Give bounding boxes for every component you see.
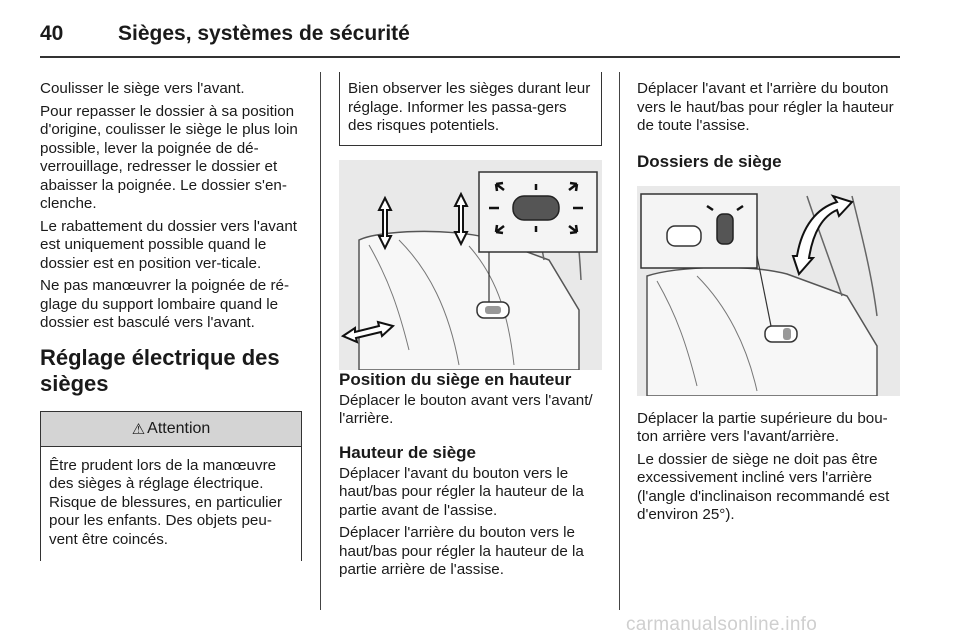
attention-header [41, 411, 301, 447]
column-divider-right [619, 72, 620, 610]
subheading-seat-backrests: Dossiers de siège [637, 151, 782, 171]
paragraph: Déplacer l'avant du bouton vers le haut/bas pour régler la hauteur de la partie avant de l'assise. [339, 464, 584, 519]
attention-body [41, 447, 301, 562]
column-1 [40, 80, 302, 561]
column-divider-left [320, 72, 321, 610]
watermark: carmanualsonline.info [626, 614, 818, 635]
attention-box [40, 411, 302, 562]
attention-title: Attention [147, 419, 211, 437]
paragraph: Pour repasser le dossier à sa position d'origine, coulisser le siège le plus loin possible, lever la poignée de dé-verrouillage, redresser le dossier et abaisser la poignée. Le dossier s'en-clenche. [40, 102, 298, 212]
header-rule [40, 56, 900, 58]
page-number: 40 [40, 22, 64, 45]
paragraph: Déplacer la partie supérieure du bou-ton arrière vers l'avant/arrière. [637, 409, 888, 445]
running-title: Sièges, systèmes de sécurité [118, 22, 410, 45]
paragraph: Le rabattement du dossier vers l'avant est uniquement possible quand le dossier est en position ver-ticale. [40, 217, 298, 272]
subheading-seat-height: Hauteur de siège [339, 442, 476, 462]
paragraph: Coulisser le siège vers l'avant. [40, 80, 245, 97]
note-text: Bien observer les sièges durant leur réglage. Informer les passa-gers des risques potentiels. [348, 80, 591, 134]
seat-height-illustration-svg [339, 160, 602, 370]
paragraph: Le dossier de siège ne doit pas être excessivement incliné vers l'arrière (l'angle d'inclinaison recommandé est d'environ 25°). [637, 450, 890, 523]
paragraph: Déplacer l'avant et l'arrière du bouton vers le haut/bas pour régler la hauteur de toute l'assise. [637, 80, 894, 134]
column-2 [339, 72, 602, 584]
paragraph: Ne pas manœuvrer la poignée de ré-glage du support lombaire quand le dossier est basculé vers l'avant. [40, 277, 290, 331]
warning-triangle-icon: ⚠ [131, 420, 146, 438]
subheading-seat-position: Position du siège en hauteur [339, 369, 572, 389]
column-3 [637, 80, 900, 529]
paragraph: Déplacer l'arrière du bouton vers le haut/bas pour régler la hauteur de la partie arrière de l'assise. [339, 524, 584, 578]
seat-backrest-illustration [637, 186, 900, 396]
attention-note-box [339, 72, 602, 146]
attention-text: Être prudent lors de la manœuvre des sièges à réglage électrique. Risque de blessures, en particulier pour les enfants. Des objets peu-vent être coincés. [49, 456, 282, 548]
seat-height-illustration [339, 160, 602, 370]
paragraph: Déplacer le bouton avant vers l'avant/ l'arrière. [339, 391, 593, 427]
seat-backrest-illustration-svg [637, 186, 900, 396]
section-heading: Réglage électrique des sièges [40, 344, 280, 396]
